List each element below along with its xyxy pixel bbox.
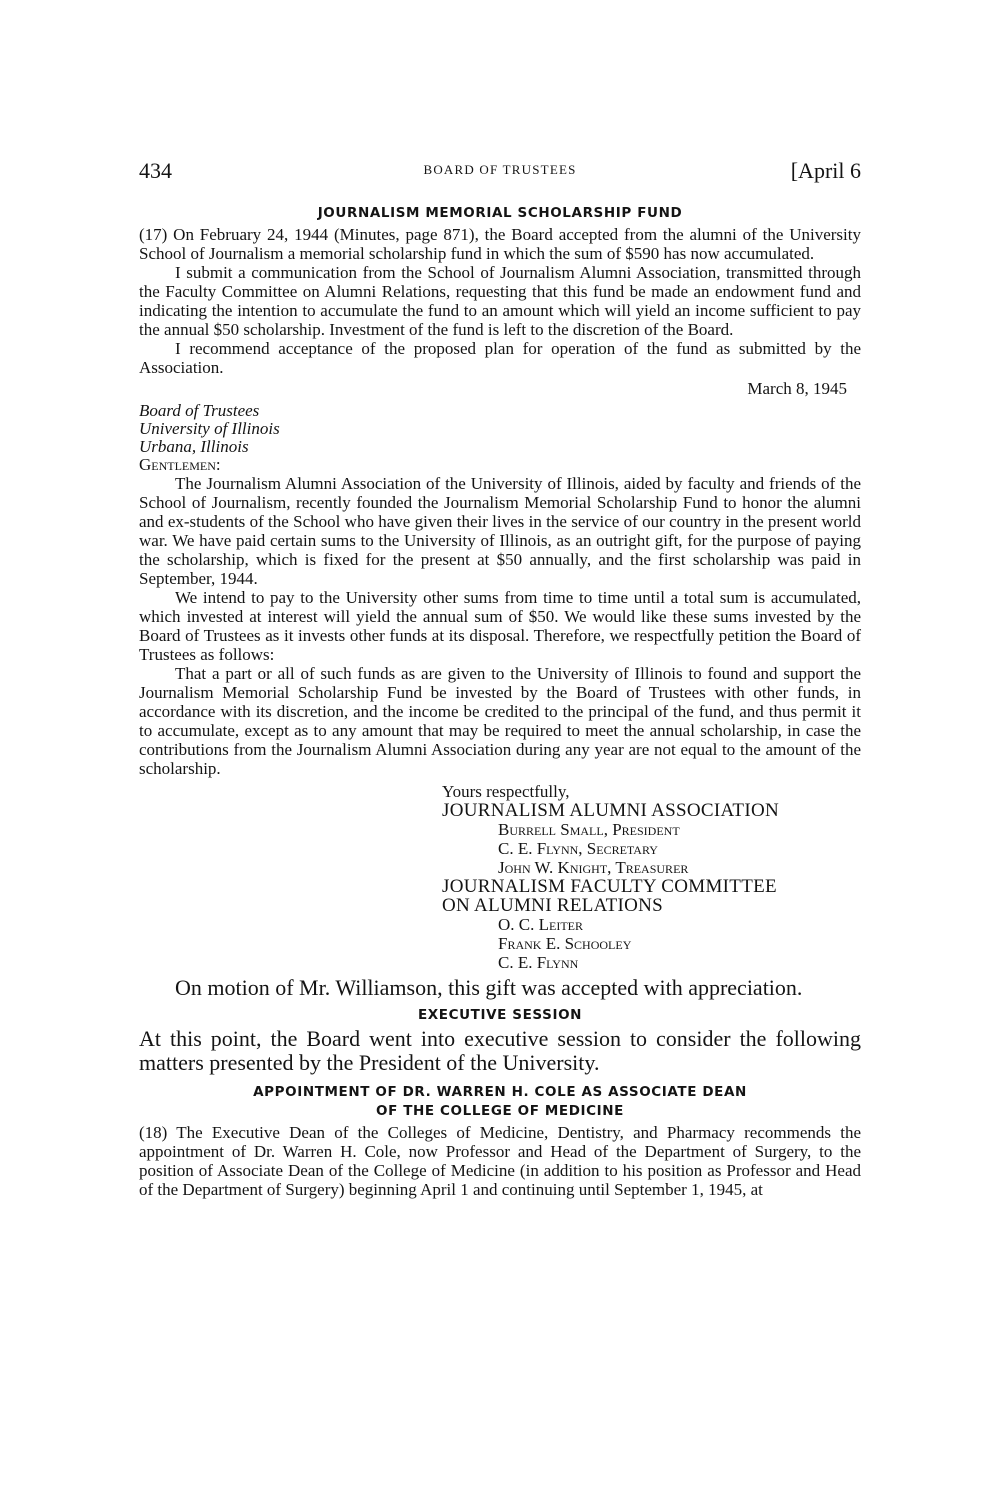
- org-faculty-committee-line2: ON ALUMNI RELATIONS: [442, 895, 664, 916]
- paragraph-recommendation: I recommend acceptance of the proposed plan for operation of the fund as submitted by the Association.: [139, 339, 861, 377]
- document-page: [139, 158, 861, 1199]
- org-faculty-committee-line1: JOURNALISM FACULTY COMMITTEE: [442, 876, 777, 897]
- paragraph-communication: I submit a communication from the School of Journalism Alumni Association, transmitted through the Faculty Committee on Alumni Relations, requesting that this fund be made an endowment fund and indicating the intention to accumulate the fund to an amount which will yield an income sufficient to pay the annual $50 scholarship. Investment of the fund is left to the discretion of the Board.: [139, 263, 861, 339]
- member-name: Burrell Small, President: [498, 820, 680, 839]
- salutation: Gentlemen:: [139, 455, 221, 474]
- running-date: [April 6: [790, 158, 861, 183]
- address-line: University of Illinois: [139, 419, 280, 438]
- signature-block: [442, 782, 861, 972]
- member-name: Frank E. Schooley: [498, 934, 632, 953]
- org-alumni-association: JOURNALISM ALUMNI ASSOCIATION: [442, 800, 780, 821]
- closing: Yours respectfully,: [442, 782, 570, 801]
- member-name: John W. Knight, Treasurer: [498, 858, 689, 877]
- letter-paragraph-1: The Journalism Alumni Association of the University of Illinois, aided by faculty and friends of the School of Journalism, recently founded the Journalism Memorial Scholarship Fund to honor the alumni and ex-students of the School who have given their lives in the service of our country in the present world war. We have paid certain sums to the University of Illinois, as an outright gift, for the purpose of paying the scholarship, which is fixed for the present at $50 annually, and the first scholarship was paid in September, 1944.: [139, 474, 861, 588]
- section-heading-executive-session: EXECUTIVE SESSION: [417, 1007, 583, 1023]
- executive-session-text: At this point, the Board went into executive session to consider the following matters presented by the President of the University.: [139, 1026, 861, 1075]
- address-line: Urbana, Illinois: [139, 437, 249, 456]
- member-name: O. C. Leiter: [498, 915, 583, 934]
- motion-text: On motion of Mr. Williamson, this gift was accepted with appreciation.: [175, 975, 803, 1000]
- letter-paragraph-2: We intend to pay to the University other sums from time to time until a total sum is accumulated, which invested at interest will yield the annual sum of $50. We would like these sums invested by the Board of Trustees as it invests other funds at its disposal. Therefore, we respectfully petition the Board of Trustees as follows:: [139, 588, 861, 664]
- address-line: Board of Trustees: [139, 401, 260, 420]
- letter-date: March 8, 1945: [747, 379, 847, 398]
- page-number: 434: [139, 158, 172, 183]
- member-name: C. E. Flynn, Secretary: [498, 839, 658, 858]
- letter-paragraph-3: That a part or all of such funds as are given to the University of Illinois to found and support the Journalism Memorial Scholarship Fund be invested by the Board of Trustees with other funds, in accordance with its discretion, and the income be credited to the principal of the fund, and thus permit it to accumulate, except as to any amount that may be required to meet the annual scholarship, in case the contributions from the Journalism Alumni Association during any year are not equal to the amount of the scholarship.: [139, 664, 861, 778]
- member-name: C. E. Flynn: [498, 953, 579, 972]
- section-heading-appointment: [139, 1083, 861, 1121]
- heading-line: OF THE COLLEGE OF MEDICINE: [376, 1103, 624, 1119]
- letter-address: [139, 402, 861, 474]
- heading-line: APPOINTMENT OF DR. WARREN H. COLE AS ASSOCIATE DEAN: [253, 1084, 747, 1100]
- running-title: BOARD OF TRUSTEES: [423, 162, 577, 177]
- paragraph-17-intro: (17) On February 24, 1944 (Minutes, page 871), the Board accepted from the alumni of the University School of Journalism a memorial scholarship fund in which the sum of $590 has now accumulated.: [139, 225, 861, 263]
- section-heading-journalism-fund: JOURNALISM MEMORIAL SCHOLARSHIP FUND: [317, 205, 683, 221]
- paragraph-18: (18) The Executive Dean of the Colleges of Medicine, Dentistry, and Pharmacy recommends the appointment of Dr. Warren H. Cole, now Professor and Head of the Department of Surgery, to the position of Associate Dean of the College of Medicine (in addition to his position as Professor and Head of the Department of Surgery) beginning April 1 and continuing until September 1, 1945, at: [139, 1123, 861, 1199]
- running-head: [139, 158, 861, 198]
